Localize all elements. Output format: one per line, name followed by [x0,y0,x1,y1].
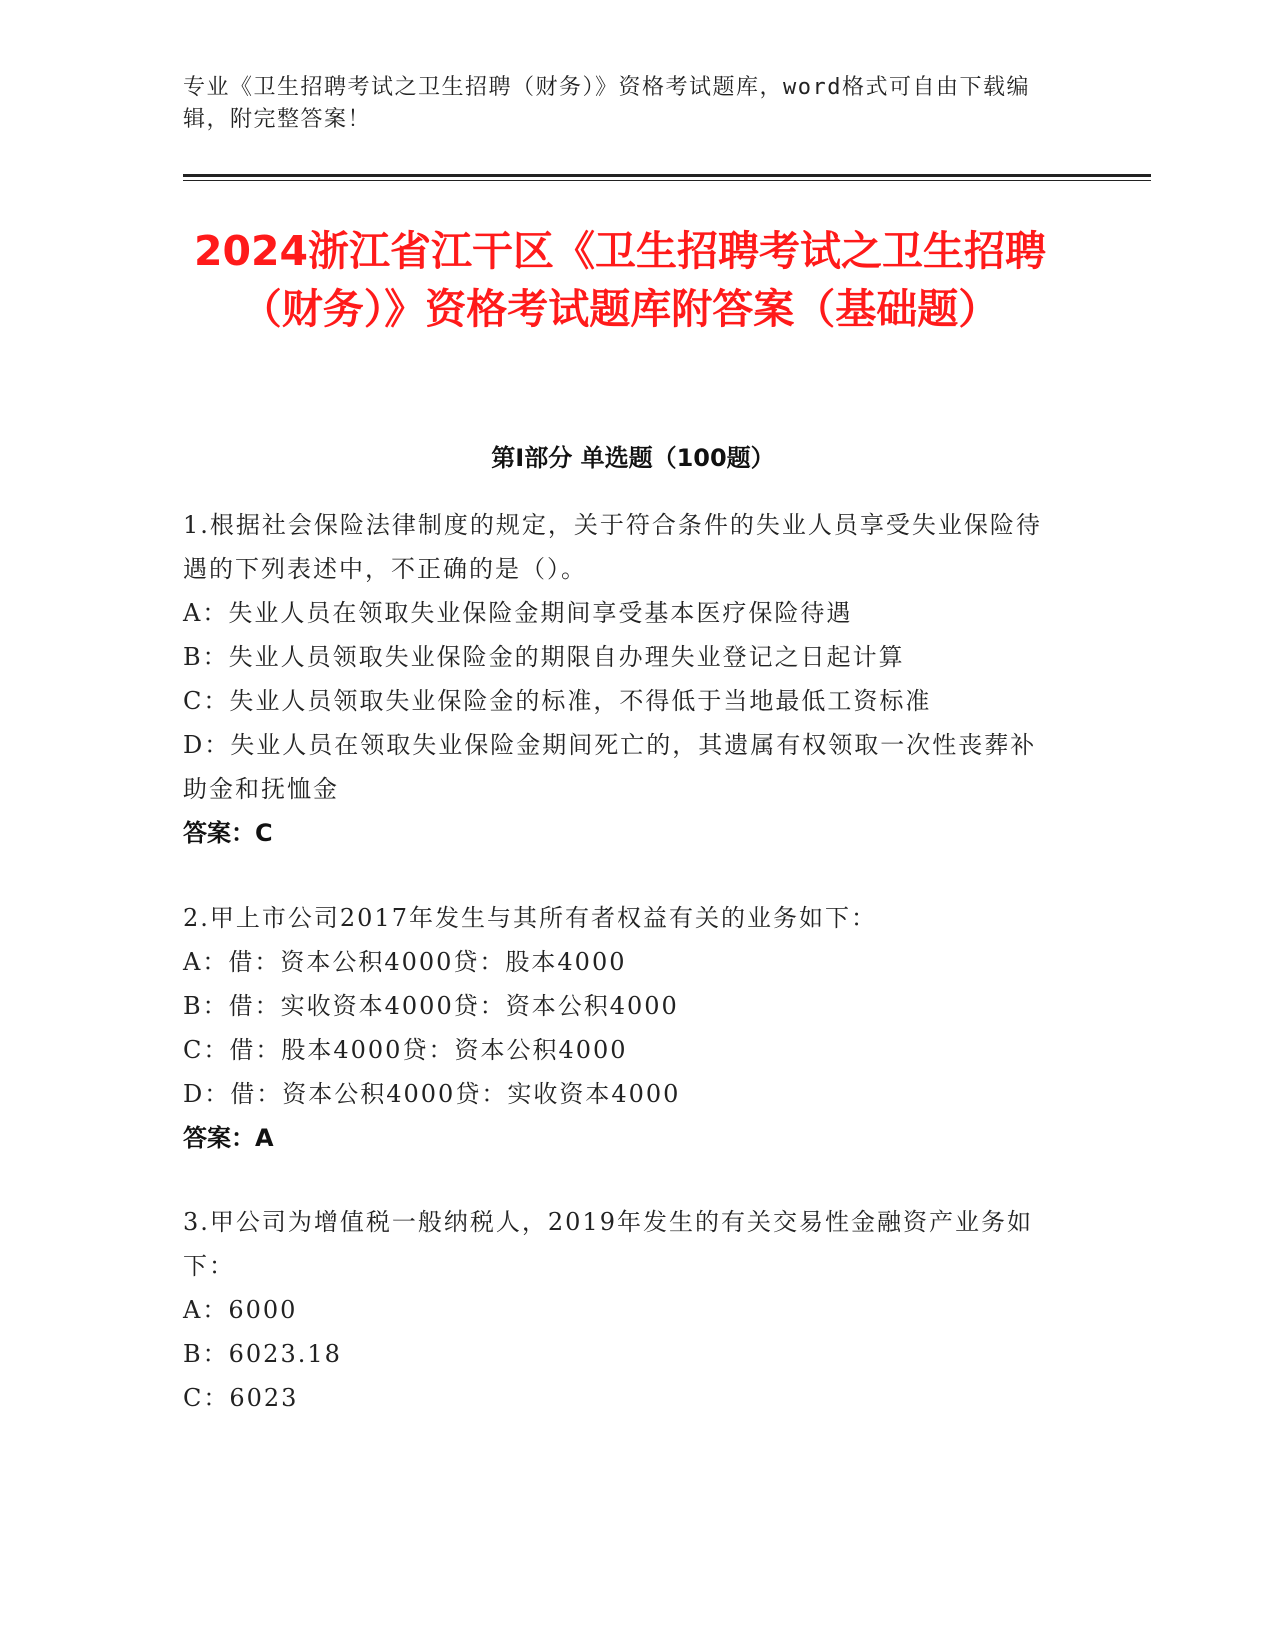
option-a: A：失业人员在领取失业保险金期间享受基本医疗保险待遇 [183,599,853,627]
option-b: B：失业人员领取失业保险金的期限自办理失业登记之日起计算 [183,643,905,671]
header-rule-thin [183,180,1151,181]
question-3 [183,1200,1043,1420]
option-c: C：失业人员领取失业保险金的标准，不得低于当地最低工资标准 [183,687,932,715]
option-c: C：6023 [183,1384,299,1412]
header-rule-thick [183,174,1151,177]
answer: 答案：A [183,1124,274,1152]
part-heading: 第I部分 单选题（100题） [491,444,775,472]
option-b: B：借：实收资本4000贷：资本公积4000 [183,992,679,1020]
header-note: 专业《卫生招聘考试之卫生招聘（财务）》资格考试题库，word格式可自由下载编辑，附完整答案！ [183,75,1030,132]
question-stem: 1.根据社会保险法律制度的规定，关于符合条件的失业人员享受失业保险待遇的下列表述中，不正确的是（）。 [183,511,1042,583]
question-stem: 2.甲上市公司2017年发生与其所有者权益有关的业务如下： [183,904,877,932]
option-d: D：失业人员在领取失业保险金期间死亡的，其遗属有权领取一次性丧葬补助金和抚恤金 [183,731,1037,803]
option-b: B：6023.18 [183,1340,342,1368]
question-stem: 3.甲公司为增值税一般纳税人，2019年发生的有关交易性金融资产业务如下： [183,1208,1033,1280]
option-d: D：借：资本公积4000贷：实收资本4000 [183,1080,681,1108]
option-c: C：借：股本4000贷：资本公积4000 [183,1036,628,1064]
option-a: A：6000 [183,1296,298,1324]
question-1 [183,503,1043,855]
document-title: 2024浙江省江干区《卫生招聘考试之卫生招聘（财务）》资格考试题库附答案（基础题） [193,227,1047,333]
question-2 [183,896,1043,1160]
answer: 答案：C [183,819,273,847]
option-a: A：借：资本公积4000贷：股本4000 [183,948,627,976]
